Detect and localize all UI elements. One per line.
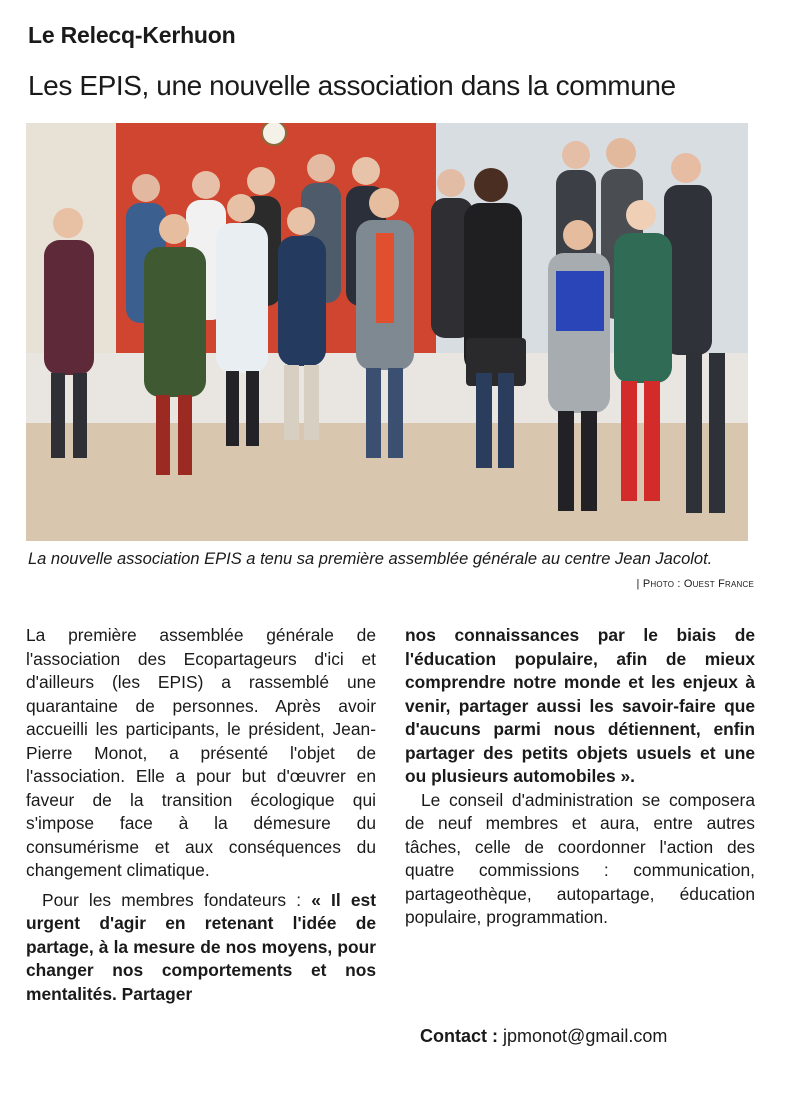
article-headline: Les EPIS, une nouvelle association dans la commune: [28, 70, 676, 101]
article-column-1: [26, 624, 376, 1006]
contact-line: [420, 1026, 667, 1047]
quote-start: « Il est urgent d'agir en retenant l'idée de partage, à la mesure de nos moyens, pour changer nos comportements et nos mentalités. Partager: [26, 889, 376, 1004]
paragraph-3: Le conseil d'administration se composera de neuf membres et aura, entre autres tâches, celle de coordonner l'action des quatre commissions : communication, partageothèque, autopartage, éducation populaire, programmation.: [405, 789, 755, 927]
paragraph-2-lead: Pour les membres fondateurs :: [42, 889, 312, 910]
quote-continuation: nos connaissances par le biais de l'éducation populaire, afin de mieux comprendre notre monde et les enjeux à venir, partager aussi les savoir-faire que d'aucuns parmi nous détiennent, enfin partager des petits objets usuels et une ou plusieurs automobiles ».: [405, 625, 755, 786]
photo-credit: | Photo : Ouest France: [636, 578, 754, 590]
photo-caption: La nouvelle association EPIS a tenu sa première assemblée générale au centre Jean Jacolot.: [28, 550, 713, 568]
group-photo: [26, 123, 748, 541]
contact-email[interactable]: jpmonot@gmail.com: [503, 1026, 668, 1046]
paragraph-2: [26, 889, 376, 1007]
contact-label: Contact :: [420, 1026, 498, 1046]
article-column-2: [405, 624, 755, 930]
group-photo-illustration: [26, 123, 748, 541]
locality-kicker: Le Relecq-Kerhuon: [28, 22, 236, 48]
paragraph-1: La première assemblée générale de l'association des Ecopartageurs d'ici et d'ailleurs (les EPIS) a rassemblé une quarantaine de personnes. Après avoir accueilli les participants, le président, Jean-Pierre Monot, a présenté l'objet de l'association. Elle a pour but d'œuvrer en faveur de la transition écologique qui s'impose face à la démesure du consumérisme et aux conséquences du changement climatique.: [26, 625, 376, 880]
